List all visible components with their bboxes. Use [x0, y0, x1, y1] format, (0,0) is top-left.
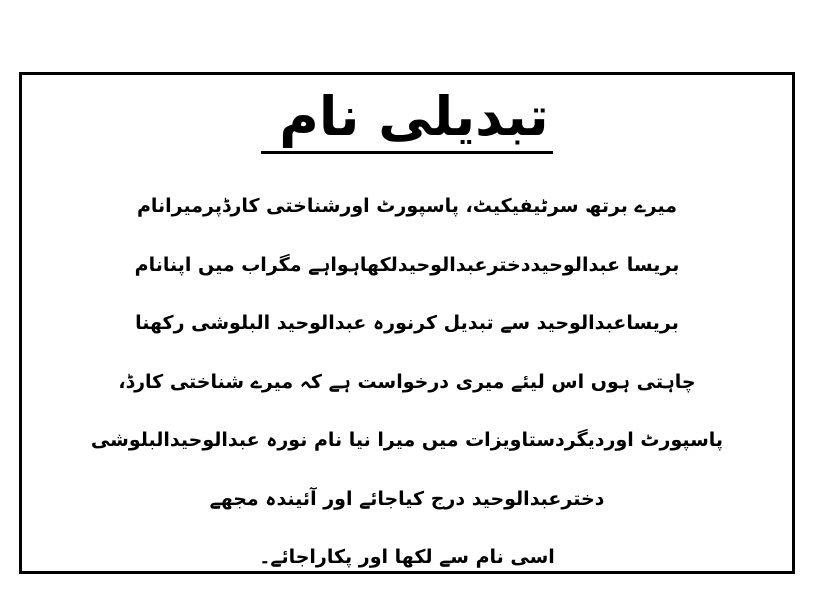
- notice-line: پاسپورٹ اوردیگردستاویزات میں میرا نیا نام نورہ عبدالوحیدالبلوشی: [90, 429, 724, 451]
- notice-line: بریساعبدالوحید سے تبدیل کرنورہ عبدالوحید البلوشی رکھنا: [135, 312, 679, 334]
- notice-line: بریسا عبدالوحیددخترعبدالوحیدلکھاہواہے مگراب میں اپنانام: [134, 253, 680, 276]
- name-change-notice: [19, 72, 795, 574]
- notice-line: دخترعبدالوحید درج کیاجائے اور آئیندہ مجھے: [209, 487, 605, 510]
- notice-title: [22, 81, 792, 154]
- notice-title-text: تبدیلی نام: [261, 85, 552, 154]
- notice-line: میرے برتھ سرٹیفیکیٹ، پاسپورٹ اورشناختی کارڈپرمیرانام: [136, 195, 678, 217]
- notice-line: اسی نام سے لکھا اور پکاراجائے۔: [259, 546, 555, 568]
- notice-body: [22, 177, 792, 587]
- notice-line: چاہتی ہوں اس لیئے میری درخواست ہے کہ میرے شناختی کارڈ،: [118, 370, 696, 393]
